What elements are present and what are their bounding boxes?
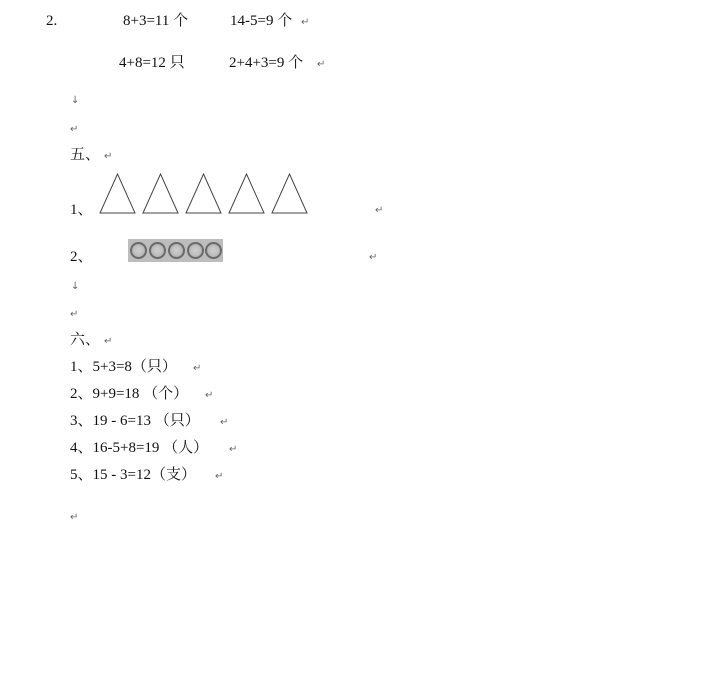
- circle-row-image: [128, 239, 223, 262]
- paragraph-mark: ↵: [220, 417, 229, 428]
- paragraph-mark: ↵: [229, 444, 238, 455]
- circle-shape: [149, 242, 166, 259]
- triangle-shape: [228, 173, 265, 214]
- line-break-mark: ↓: [71, 95, 80, 106]
- triangle-shape: [99, 173, 136, 214]
- answer-line: 1、5+3=8（只）: [70, 359, 177, 375]
- paragraph-mark: ↵: [70, 124, 79, 135]
- section-heading: 六、: [70, 332, 101, 348]
- equation-line: 2+4+3=9 个: [229, 55, 304, 71]
- paragraph-mark: ↵: [193, 363, 202, 374]
- equation-line: 4+8=12 只: [119, 55, 185, 71]
- answer-line: 3、19 - 6=13 （只）: [70, 413, 200, 429]
- triangle-shape: [185, 173, 222, 214]
- equation-line: 14-5=9 个: [230, 13, 293, 29]
- answer-line: 5、15 - 3=12（支）: [70, 467, 196, 483]
- answer-line: 2、9+9=18 （个）: [70, 386, 189, 402]
- paragraph-mark: ↵: [70, 512, 79, 523]
- answer-line: 4、16-5+8=19 （人）: [70, 440, 209, 456]
- equation-line: 8+3=11 个: [123, 13, 189, 29]
- paragraph-mark: ↵: [104, 151, 113, 162]
- item-label: 1、: [70, 202, 93, 218]
- paragraph-mark: ↵: [215, 471, 224, 482]
- paragraph-mark: ↵: [104, 336, 113, 347]
- triangle-shape: [142, 173, 179, 214]
- section-number: 2.: [46, 13, 58, 29]
- paragraph-mark: ↵: [301, 17, 310, 28]
- circle-shape: [168, 242, 185, 259]
- line-break-mark: ↓: [71, 281, 80, 292]
- section-heading: 五、: [70, 147, 101, 163]
- paragraph-mark: ↵: [205, 390, 214, 401]
- paragraph-mark: ↵: [369, 252, 378, 263]
- circle-shape: [187, 242, 204, 259]
- paragraph-mark: ↵: [317, 59, 326, 70]
- circle-shape: [130, 242, 147, 259]
- paragraph-mark: ↵: [70, 309, 79, 320]
- circle-shape: [205, 242, 222, 259]
- item-label: 2、: [70, 249, 93, 265]
- paragraph-mark: ↵: [375, 205, 384, 216]
- triangle-shape: [271, 173, 308, 214]
